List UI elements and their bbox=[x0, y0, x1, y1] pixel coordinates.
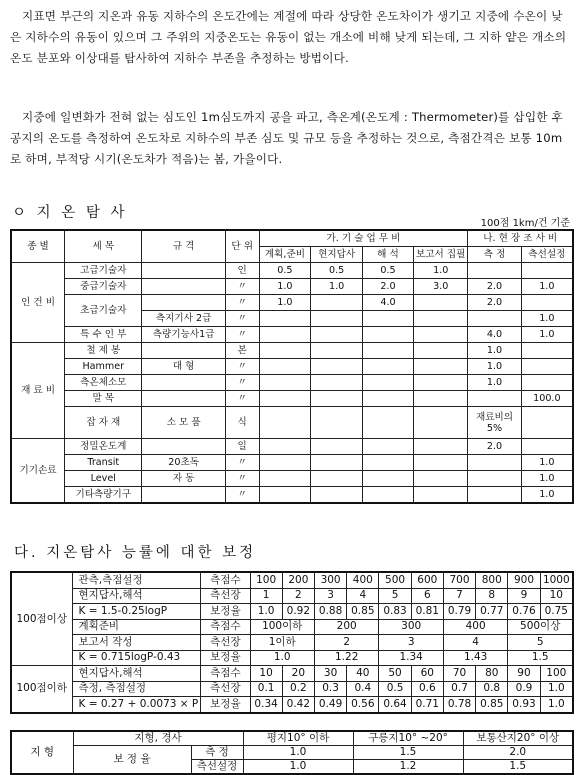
cell: 4 bbox=[347, 588, 379, 604]
cell bbox=[414, 343, 468, 359]
table-row bbox=[11, 295, 573, 311]
cell: 〃 bbox=[225, 391, 259, 407]
cell: 0.92 bbox=[282, 604, 314, 620]
cell: 1.0 bbox=[311, 279, 363, 295]
cell: 2 bbox=[282, 588, 314, 604]
row-type: 측선장 bbox=[201, 635, 250, 651]
row-label: 관측,측점설정 bbox=[72, 572, 201, 588]
cell: 0.9 bbox=[508, 681, 540, 697]
table-row bbox=[11, 359, 573, 375]
cell: 2.0 bbox=[468, 295, 521, 311]
cell bbox=[414, 455, 468, 471]
row-type: 측선설정 bbox=[191, 760, 243, 775]
cell: 소 모 품 bbox=[142, 407, 225, 439]
cell: 100 bbox=[540, 666, 573, 682]
cell: 1.34 bbox=[379, 650, 443, 666]
cell: 7 bbox=[443, 588, 475, 604]
cell bbox=[362, 391, 413, 407]
cell: 5 bbox=[379, 588, 411, 604]
cell: 1.0 bbox=[540, 681, 573, 697]
row-label: 현지답사,해석 bbox=[72, 588, 201, 604]
cell: 0.81 bbox=[411, 604, 443, 620]
cell bbox=[468, 455, 521, 471]
cell bbox=[414, 311, 468, 327]
cell bbox=[142, 295, 225, 311]
cell: 고급기술자 bbox=[65, 263, 142, 279]
cell: 특 수 인 부 bbox=[65, 327, 142, 343]
cell: 1이하 bbox=[250, 635, 314, 651]
cell: 자 동 bbox=[142, 471, 225, 487]
cell: 기타측량기구 bbox=[65, 487, 142, 504]
cell: 일 bbox=[225, 439, 259, 455]
terrain-correction-table bbox=[10, 730, 574, 775]
cell: 0.79 bbox=[443, 604, 475, 620]
header-line-setup: 측선설정 bbox=[521, 247, 573, 263]
cell: 80 bbox=[476, 666, 508, 682]
cell bbox=[142, 375, 225, 391]
cell: 1.0 bbox=[259, 295, 311, 311]
table-row bbox=[11, 391, 573, 407]
cell: 0.71 bbox=[411, 697, 443, 713]
table-row bbox=[11, 487, 573, 504]
cell: 0.5 bbox=[259, 263, 311, 279]
cell: 1.0 bbox=[540, 697, 573, 713]
cell: 700 bbox=[443, 572, 475, 588]
table-row bbox=[11, 263, 573, 279]
geothermal-cost-table bbox=[10, 229, 574, 504]
group-equipment: 기기손료 bbox=[11, 439, 65, 504]
cell: 1.22 bbox=[314, 650, 378, 666]
header-hill: 구릉지10° ~20° bbox=[353, 731, 463, 746]
cell: 6 bbox=[411, 588, 443, 604]
header-measure: 측 정 bbox=[468, 247, 521, 263]
table-row bbox=[11, 407, 573, 439]
cell bbox=[259, 455, 311, 471]
cell bbox=[142, 263, 225, 279]
cell bbox=[362, 455, 413, 471]
cell: 〃 bbox=[225, 471, 259, 487]
cell: 0.2 bbox=[282, 681, 314, 697]
cell: 0.7 bbox=[443, 681, 475, 697]
cell: 말 목 bbox=[65, 391, 142, 407]
group-over-100: 100점이상 bbox=[11, 572, 72, 666]
cell: 1.0 bbox=[521, 327, 573, 343]
row-type: 측점수 bbox=[201, 572, 250, 588]
cell: 0.5 bbox=[311, 263, 363, 279]
cell: 200 bbox=[282, 572, 314, 588]
cell: 0.75 bbox=[540, 604, 573, 620]
cell: 〃 bbox=[225, 487, 259, 504]
cell bbox=[142, 391, 225, 407]
cell: 잡 자 재 bbox=[65, 407, 142, 439]
cell bbox=[142, 487, 225, 504]
cell: 100이하 bbox=[250, 619, 314, 635]
cell: 2.0 bbox=[362, 279, 413, 295]
cell: 300 bbox=[314, 572, 346, 588]
group-labor: 인 건 비 bbox=[11, 263, 65, 343]
cell bbox=[259, 327, 311, 343]
formula: K = 0.715logP-0.43 bbox=[72, 650, 201, 666]
cell bbox=[362, 407, 413, 439]
cell bbox=[362, 327, 413, 343]
header-mountain: 보통산지20° 이상 bbox=[463, 731, 573, 746]
cell: 〃 bbox=[225, 375, 259, 391]
cell: 〃 bbox=[225, 327, 259, 343]
basis-note: 100점 1km/건 기준 bbox=[480, 218, 570, 229]
cell: 50 bbox=[379, 666, 411, 682]
row-type: 측점수 bbox=[201, 619, 250, 635]
cell: 0.5 bbox=[379, 681, 411, 697]
cell: 0.64 bbox=[379, 697, 411, 713]
cell: 0.6 bbox=[411, 681, 443, 697]
cell: 20 bbox=[282, 666, 314, 682]
cell bbox=[414, 439, 468, 455]
cell: 0.3 bbox=[314, 681, 346, 697]
cell: 2.0 bbox=[468, 439, 521, 455]
cell: 0.78 bbox=[443, 697, 475, 713]
cell bbox=[259, 391, 311, 407]
cell: 1.0 bbox=[521, 487, 573, 504]
cell: Hammer bbox=[65, 359, 142, 375]
cell bbox=[311, 471, 363, 487]
header-planning: 계획,준비 bbox=[259, 247, 311, 263]
table-row bbox=[11, 327, 573, 343]
cell bbox=[521, 407, 573, 439]
cell: 2.0 bbox=[463, 746, 573, 760]
row-type: 측점수 bbox=[201, 666, 250, 682]
group-under-100: 100점이하 bbox=[11, 666, 72, 713]
intro-paragraph: 지표면 부근의 지온과 유동 지하수의 온도간에는 계절에 따라 상당한 온도차이가 생기고 지중에 수온이 낮은 지하수의 유동이 있으며 그 주위의 지중온도는 유동이 없는 개소에 비해 낮게 되는데, 그 지하 얕은 개소의 온도 분포와 이상대를 탐사하여 지하수 부존을 추정하는 방법이다. bbox=[10, 9, 567, 65]
cell: 600 bbox=[411, 572, 443, 588]
header-spec: 규 격 bbox=[142, 230, 225, 263]
cell bbox=[468, 471, 521, 487]
cell: 4.0 bbox=[468, 327, 521, 343]
cell bbox=[521, 343, 573, 359]
cell: 5 bbox=[508, 635, 573, 651]
cell: 500이상 bbox=[508, 619, 573, 635]
cell: 3.0 bbox=[414, 279, 468, 295]
cell: 20초독 bbox=[142, 455, 225, 471]
row-label: 현지답사,해석 bbox=[72, 666, 201, 682]
cell: 1.0 bbox=[250, 604, 282, 620]
cell: 0.1 bbox=[250, 681, 282, 697]
header-flat: 평지10° 이하 bbox=[243, 731, 353, 746]
cell: 0.56 bbox=[347, 697, 379, 713]
table-row bbox=[11, 439, 573, 455]
cell bbox=[259, 439, 311, 455]
cell: 0.85 bbox=[347, 604, 379, 620]
cell: 40 bbox=[347, 666, 379, 682]
cell: 측지기사 2급 bbox=[142, 311, 225, 327]
cell: 본 bbox=[225, 343, 259, 359]
cell bbox=[311, 487, 363, 504]
row-type: 측선장 bbox=[201, 588, 250, 604]
cell bbox=[311, 359, 363, 375]
cell: 인 bbox=[225, 263, 259, 279]
cell: 0.77 bbox=[476, 604, 508, 620]
cell bbox=[311, 407, 363, 439]
formula: K = 0.27 + 0.0073 × P bbox=[72, 697, 201, 713]
cell bbox=[362, 359, 413, 375]
row-type: 측 정 bbox=[191, 746, 243, 760]
row-type: 보정율 bbox=[201, 650, 250, 666]
cell: 0.4 bbox=[347, 681, 379, 697]
header-field-cost: 나. 현 장 조 사 비 bbox=[468, 230, 573, 247]
cell bbox=[259, 343, 311, 359]
header-site-survey: 현지답사 bbox=[311, 247, 363, 263]
cell bbox=[414, 407, 468, 439]
cell bbox=[362, 471, 413, 487]
cell: 200 bbox=[314, 619, 378, 635]
cell bbox=[362, 439, 413, 455]
cell bbox=[259, 359, 311, 375]
cell bbox=[259, 407, 311, 439]
header-item: 세 목 bbox=[65, 230, 142, 263]
group-material: 재 료 비 bbox=[11, 343, 65, 439]
header-tech-cost: 가. 기 술 업 무 비 bbox=[259, 230, 468, 247]
cell: 90 bbox=[508, 666, 540, 682]
table-row bbox=[11, 455, 573, 471]
cell: 900 bbox=[508, 572, 540, 588]
cell: 측온체소모 bbox=[65, 375, 142, 391]
cell bbox=[311, 455, 363, 471]
cell: 〃 bbox=[225, 279, 259, 295]
cell: 초급기술자 bbox=[65, 295, 142, 327]
cell: 1.5 bbox=[353, 746, 463, 760]
row-label: 측정, 측점설정 bbox=[72, 681, 201, 697]
cell: 30 bbox=[314, 666, 346, 682]
cell: 중급기술자 bbox=[65, 279, 142, 295]
cell: 〃 bbox=[225, 295, 259, 311]
cell bbox=[311, 439, 363, 455]
cell bbox=[311, 391, 363, 407]
cell bbox=[259, 311, 311, 327]
cell bbox=[521, 439, 573, 455]
cell: 0.42 bbox=[282, 697, 314, 713]
table-row bbox=[11, 343, 573, 359]
cell: 정밀온도계 bbox=[65, 439, 142, 455]
cell: 1.0 bbox=[414, 263, 468, 279]
cell: 〃 bbox=[225, 359, 259, 375]
cell: 1.2 bbox=[353, 760, 463, 775]
row-label: 보고서 작성 bbox=[72, 635, 201, 651]
cell bbox=[362, 343, 413, 359]
cell: 1.5 bbox=[508, 650, 573, 666]
cell: 0.83 bbox=[379, 604, 411, 620]
cell bbox=[521, 359, 573, 375]
cell bbox=[414, 295, 468, 311]
cell: 1.0 bbox=[468, 359, 521, 375]
group-terrain: 지 형 bbox=[11, 731, 73, 774]
header-unit: 단 위 bbox=[225, 230, 259, 263]
formula: K = 1.5-0.25logP bbox=[72, 604, 201, 620]
cell bbox=[414, 375, 468, 391]
cell bbox=[311, 295, 363, 311]
cell: 3 bbox=[314, 588, 346, 604]
cell bbox=[521, 295, 573, 311]
cell: 1.0 bbox=[250, 650, 314, 666]
cell bbox=[362, 375, 413, 391]
cell: 1.5 bbox=[463, 760, 573, 775]
cell: 재료비의 5% bbox=[468, 407, 521, 439]
cell bbox=[414, 391, 468, 407]
cell: 0.88 bbox=[314, 604, 346, 620]
cell: 1.0 bbox=[259, 279, 311, 295]
cell: 9 bbox=[508, 588, 540, 604]
table-row bbox=[11, 375, 573, 391]
cell: 0.34 bbox=[250, 697, 282, 713]
cell: 3 bbox=[379, 635, 443, 651]
cell: 0.5 bbox=[362, 263, 413, 279]
cell: 0.76 bbox=[508, 604, 540, 620]
cell: 0.93 bbox=[508, 697, 540, 713]
cell bbox=[311, 311, 363, 327]
cell bbox=[521, 263, 573, 279]
cell bbox=[142, 439, 225, 455]
cell bbox=[259, 471, 311, 487]
cell: 10 bbox=[250, 666, 282, 682]
cell: 70 bbox=[443, 666, 475, 682]
section-title-geothermal: ㅇ 지 온 탐 사 bbox=[12, 205, 128, 221]
cell bbox=[414, 327, 468, 343]
cell: 2 bbox=[314, 635, 378, 651]
cell: 800 bbox=[476, 572, 508, 588]
cell: 100 bbox=[250, 572, 282, 588]
cell: 1.43 bbox=[443, 650, 507, 666]
cell bbox=[414, 471, 468, 487]
cell bbox=[259, 375, 311, 391]
cell: 10 bbox=[540, 588, 573, 604]
cell: 1.0 bbox=[468, 375, 521, 391]
method-paragraph: 지중에 일변화가 전혀 없는 심도인 1m심도까지 공을 파고, 측온계(온도계 : Thermometer)를 삽입한 후 공지의 온도를 측정하여 온도차로 지하수의 부존 심도 및 규모 등을 추정하는 것으로, 측점간격은 보통 10m로 하며, 부적당 시기(온도차가 적음)는 봄, 가을이다. bbox=[10, 110, 563, 166]
header-terrain-slope: 지형, 경사 bbox=[73, 731, 243, 746]
cell: 8 bbox=[476, 588, 508, 604]
cell bbox=[362, 311, 413, 327]
cell: 측량기능사1급 bbox=[142, 327, 225, 343]
cell: 60 bbox=[411, 666, 443, 682]
cell bbox=[414, 487, 468, 504]
cell: 400 bbox=[347, 572, 379, 588]
cell bbox=[311, 375, 363, 391]
cell: 대 형 bbox=[142, 359, 225, 375]
row-label: 계획준비 bbox=[72, 619, 201, 635]
cell: 1.0 bbox=[243, 746, 353, 760]
cell: 1.0 bbox=[521, 471, 573, 487]
cell bbox=[521, 375, 573, 391]
cell bbox=[259, 487, 311, 504]
table-row bbox=[11, 471, 573, 487]
row-type: 보정율 bbox=[201, 697, 250, 713]
table-row bbox=[11, 279, 573, 295]
cell: 1.0 bbox=[521, 279, 573, 295]
cell: Level bbox=[65, 471, 142, 487]
cell: 〃 bbox=[225, 455, 259, 471]
cell bbox=[142, 279, 225, 295]
cell: 400 bbox=[443, 619, 507, 635]
cell bbox=[311, 327, 363, 343]
header-report: 보고서 집필 bbox=[414, 247, 468, 263]
cell: 4.0 bbox=[362, 295, 413, 311]
cell: 1 bbox=[250, 588, 282, 604]
cell bbox=[311, 343, 363, 359]
correction-rate-label: 보 정 율 bbox=[73, 746, 191, 775]
cell bbox=[468, 263, 521, 279]
row-type: 보정율 bbox=[201, 604, 250, 620]
section-title-correction: 다. 지온탐사 능률에 대한 보정 bbox=[14, 545, 257, 561]
cell: 300 bbox=[379, 619, 443, 635]
header-analysis: 해 석 bbox=[362, 247, 413, 263]
cell: 1.0 bbox=[243, 760, 353, 775]
cell: 100.0 bbox=[521, 391, 573, 407]
cell: 0.8 bbox=[476, 681, 508, 697]
cell: 0.85 bbox=[476, 697, 508, 713]
cell bbox=[414, 359, 468, 375]
cell: 2.0 bbox=[468, 279, 521, 295]
cell: 〃 bbox=[225, 311, 259, 327]
cell: Transit bbox=[65, 455, 142, 471]
efficiency-correction-table bbox=[10, 571, 574, 714]
cell bbox=[468, 391, 521, 407]
cell: 1.0 bbox=[521, 455, 573, 471]
row-type: 측선장 bbox=[201, 681, 250, 697]
cell: 4 bbox=[443, 635, 507, 651]
header-category: 종 별 bbox=[11, 230, 65, 263]
cell: 1.0 bbox=[468, 343, 521, 359]
cell: 철 제 봉 bbox=[65, 343, 142, 359]
cell bbox=[362, 487, 413, 504]
cell: 500 bbox=[379, 572, 411, 588]
cell bbox=[142, 343, 225, 359]
cell: 1000 bbox=[540, 572, 573, 588]
cell bbox=[468, 311, 521, 327]
cell: 0.49 bbox=[314, 697, 346, 713]
cell: 식 bbox=[225, 407, 259, 439]
cell bbox=[468, 487, 521, 504]
cell: 1.0 bbox=[521, 311, 573, 327]
